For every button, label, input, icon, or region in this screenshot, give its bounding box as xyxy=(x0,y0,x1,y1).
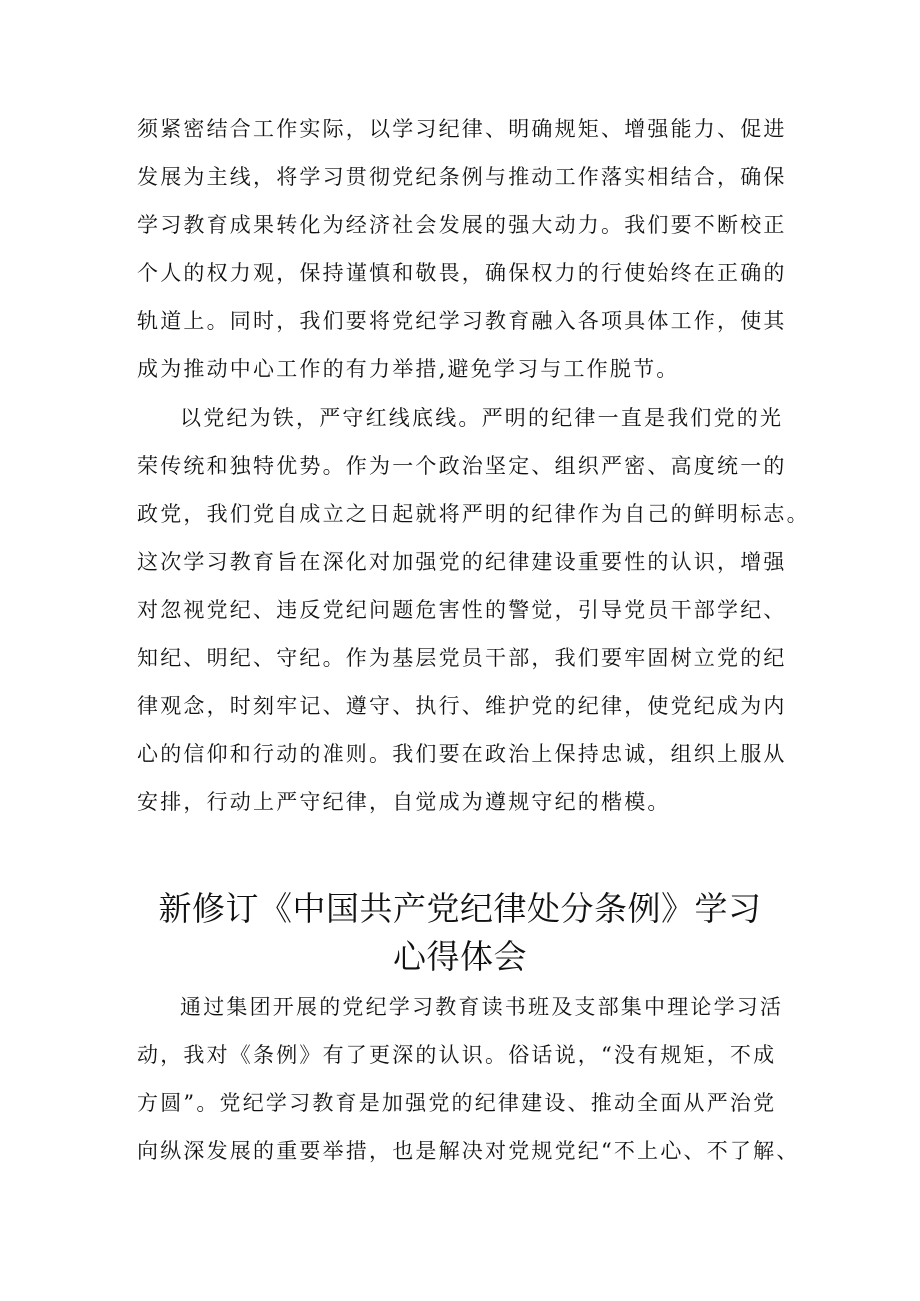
paragraph-line: 以党纪为铁，严守红线底线。严明的纪律一直是我们党的光 xyxy=(180,406,784,430)
paragraph-line: 律观念，时刻牢记、遵守、执行、维护党的纪律，使党纪成为内 xyxy=(137,694,787,718)
paragraph-line: 荣传统和独特优势。作为一个政治坚定、组织严密、高度统一的 xyxy=(137,454,787,478)
paragraph-line: 方圆”。党纪学习教育是加强党的纪律建设、推动全面从严治党 xyxy=(137,1091,777,1115)
paragraph-line: 轨道上。同时，我们要将党纪学习教育融入各项具体工作，使其 xyxy=(137,309,787,333)
paragraph-line: 个人的权力观，保持谨慎和敬畏，确保权力的行使始终在正确的 xyxy=(137,261,787,285)
paragraph-line: 心的信仰和行动的准则。我们要在政治上保持忠诚，组织上服从 xyxy=(137,742,787,766)
paragraph-line: 须紧密结合工作实际，以学习纪律、明确规矩、增强能力、促进 xyxy=(137,117,787,141)
paragraph-line: 这次学习教育旨在深化对加强党的纪律建设重要性的认识，增强 xyxy=(137,550,787,574)
heading-line-2: 心得体会 xyxy=(393,937,527,976)
paragraph-line: 政党，我们党自成立之日起就将严明的纪律作为自己的鲜明标志。 xyxy=(137,502,810,526)
paragraph-line: 对忽视党纪、违反党纪问题危害性的警觉，引导党员干部学纪、 xyxy=(137,598,787,622)
paragraph-line: 动，我对《条例》有了更深的认识。俗话说，“没有规矩，不成 xyxy=(137,1043,777,1067)
paragraph-line: 知纪、明纪、守纪。作为基层党员干部，我们要牢固树立党的纪 xyxy=(137,646,787,670)
heading-line-1: 新修订《中国共产党纪律处分条例》学习 xyxy=(158,889,762,928)
paragraph-line: 发展为主线，将学习贯彻党纪条例与推动工作落实相结合，确保 xyxy=(137,165,787,189)
paragraph-line: 通过集团开展的党纪学习教育读书班及支部集中理论学习活 xyxy=(180,995,784,1019)
paragraph-line: 成为推动中心工作的有力举措,避免学习与工作脱节。 xyxy=(137,357,680,381)
paragraph-line: 安排，行动上严守纪律，自觉成为遵规守纪的楷模。 xyxy=(137,790,671,814)
paragraph-line: 学习教育成果转化为经济社会发展的强大动力。我们要不断校正 xyxy=(137,213,787,237)
paragraph-line: 向纵深发展的重要举措，也是解决对党规党纪“不上心、不了解、 xyxy=(137,1139,800,1163)
